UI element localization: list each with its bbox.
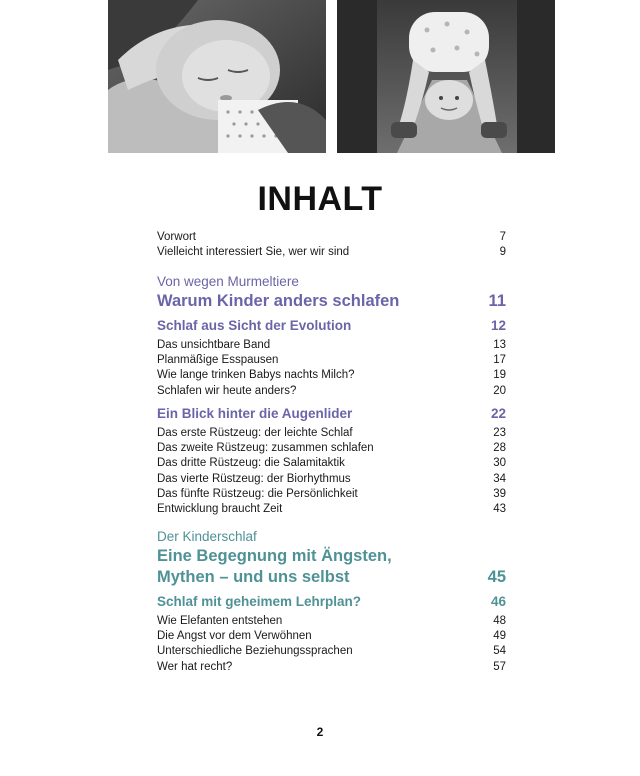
- part-title-row: [157, 567, 506, 588]
- toc-entry-page: 54: [493, 645, 506, 658]
- toc-entry: [157, 245, 506, 260]
- toc-entry: [157, 353, 506, 368]
- toc-entry: [157, 456, 506, 471]
- chapter-title: Schlaf aus Sicht der Evolution: [157, 318, 352, 333]
- toc-entry: [157, 230, 506, 245]
- toc-entry: [157, 644, 506, 659]
- part-page: 45: [487, 568, 506, 586]
- part-title: Eine Begegnung mit Ängsten,: [157, 547, 392, 565]
- chapter-title: Ein Blick hinter die Augenlider: [157, 406, 353, 421]
- toc-entry-page: 48: [493, 615, 506, 627]
- toc-entry-page: 34: [493, 472, 506, 485]
- toc-entry: [157, 502, 506, 517]
- page-title: INHALT: [257, 180, 383, 218]
- part1-heading: [157, 273, 506, 312]
- toc-entry: [157, 384, 506, 399]
- front-matter: [157, 230, 506, 260]
- toc-entry-label: Das fünfte Rüstzeug: die Persönlichkeit: [157, 487, 358, 500]
- toc-entry-page: 30: [493, 457, 506, 470]
- toc-entry-page: 57: [493, 660, 506, 673]
- part-label: Von wegen Murmeltiere: [157, 274, 299, 289]
- toc-entry: [157, 487, 506, 502]
- toc-entry: [157, 368, 506, 383]
- part-page: 11: [488, 292, 506, 310]
- toc-entry-label: Das erste Rüstzeug: der leichte Schlaf: [157, 427, 353, 439]
- toc-entry-page: 17: [493, 354, 506, 367]
- toc-entry-label: Planmäßige Esspausen: [157, 354, 279, 367]
- toc-entry-label: Vorwort: [157, 231, 196, 243]
- toc-entry-label: Wer hat recht?: [157, 660, 233, 673]
- chapter-title-row: [157, 317, 506, 335]
- part-title: Mythen – und uns selbst: [157, 568, 350, 586]
- chapter-augenlider: [157, 405, 506, 517]
- toc-entry-label: Die Angst vor dem Verwöhnen: [157, 630, 312, 643]
- toc-entry-label: Das zweite Rüstzeug: zusammen schlafen: [157, 442, 374, 455]
- toc-entry: [157, 660, 506, 675]
- chapter-title-row: [157, 405, 506, 423]
- toc-entry: [157, 614, 506, 629]
- chapter-page: 12: [490, 318, 506, 333]
- toc-entry-page: 20: [493, 384, 506, 397]
- chapter-page: 22: [490, 406, 506, 421]
- chapter-evolution: [157, 317, 506, 399]
- toc-entry-label: Das vierte Rüstzeug: der Biorhythmus: [157, 472, 351, 485]
- toc-entry: [157, 472, 506, 487]
- toc-entry-page: 9: [499, 246, 506, 259]
- toc-entry-page: 23: [493, 427, 506, 439]
- toc-entry-page: 13: [493, 339, 506, 351]
- toc-entry: [157, 426, 506, 441]
- toc-entry-label: Schlafen wir heute anders?: [157, 384, 297, 397]
- sleeping-baby-photo: [108, 0, 326, 153]
- chapter-title: Schlaf mit geheimem Lehrplan?: [157, 594, 362, 609]
- toc-entry-label: Das unsichtbare Band: [157, 339, 271, 351]
- toc-entry: [157, 629, 506, 644]
- toc-entry-page: 19: [493, 369, 506, 382]
- chapter-page: 46: [490, 594, 506, 609]
- part-label: Der Kinderschlaf: [157, 529, 257, 544]
- toc-entry-page: 28: [493, 442, 506, 455]
- page-number: 2: [316, 725, 324, 739]
- toc-entry-label: Vielleicht interessiert Sie, wer wir sind: [157, 246, 350, 259]
- toc-entry-page: 43: [493, 503, 506, 516]
- toc-entry: [157, 338, 506, 353]
- part2-heading: [157, 528, 506, 588]
- part-title: Warum Kinder anders schlafen: [157, 292, 400, 310]
- part-title-row: [157, 291, 506, 312]
- toc-entry-label: Wie Elefanten entstehen: [157, 615, 283, 627]
- toddler-bending-photo: [337, 0, 555, 153]
- toc-entry-page: 49: [493, 630, 506, 643]
- chapter-lehrplan: [157, 593, 506, 675]
- toc-entry-label: Unterschiedliche Beziehungssprachen: [157, 645, 353, 658]
- toc-entry-label: Wie lange trinken Babys nachts Milch?: [157, 369, 355, 382]
- chapter-title-row: [157, 593, 506, 611]
- toc-entry: [157, 441, 506, 456]
- toc-entry-page: 7: [499, 231, 506, 243]
- toc-entry-label: Entwicklung braucht Zeit: [157, 503, 283, 516]
- toc-entry-page: 39: [493, 487, 506, 500]
- toc-entry-label: Das dritte Rüstzeug: die Salamitaktik: [157, 457, 345, 470]
